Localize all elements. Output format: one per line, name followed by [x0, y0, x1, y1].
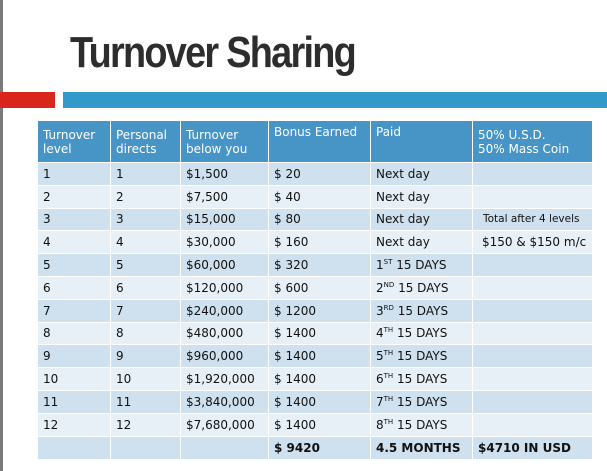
cell-split: $150 & $150 m/c: [473, 231, 593, 254]
cell-level: 9: [38, 345, 111, 368]
paid-ordinal-suffix: TH: [383, 394, 394, 403]
cell-bonus: $ 1400: [269, 413, 371, 436]
cell-paid: [371, 413, 473, 436]
paid-ordinal-suffix: ND: [383, 280, 395, 289]
cell-directs: 4: [111, 231, 181, 254]
paid-ordinal-number: 4: [376, 326, 384, 341]
cell-level: 5: [38, 254, 111, 277]
cell-paid: Next day: [371, 231, 473, 254]
cell-turnover: $1,500: [181, 163, 269, 186]
header-paid: Paid: [371, 121, 473, 163]
table-row: [38, 299, 593, 322]
cell-directs: 2: [111, 185, 181, 208]
cell-level: 10: [38, 368, 111, 391]
total-paid: 4.5 MONTHS: [371, 436, 473, 459]
cell-bonus: $ 600: [269, 276, 371, 299]
cell-turnover: $240,000: [181, 299, 269, 322]
cell-turnover: $60,000: [181, 254, 269, 277]
table-row: [38, 276, 593, 299]
cell-level: 6: [38, 276, 111, 299]
cell-paid: Next day: [371, 208, 473, 231]
paid-period: 15 DAYS: [393, 394, 448, 409]
table-row: [38, 368, 593, 391]
cell-paid: [371, 322, 473, 345]
cell-directs: 9: [111, 345, 181, 368]
paid-ordinal-number: 8: [376, 417, 384, 432]
turnover-table: [37, 120, 593, 460]
cell-split: Total after 4 levels: [473, 208, 593, 231]
slide-left-edge: [0, 0, 3, 471]
cell-split: [473, 299, 593, 322]
header-currency-split: 50% U.S.D. 50% Mass Coin: [473, 121, 593, 163]
cell-directs: 7: [111, 299, 181, 322]
paid-ordinal-number: 5: [376, 349, 384, 364]
cell-split: [473, 322, 593, 345]
table-row: [38, 322, 593, 345]
cell-bonus: $ 320: [269, 254, 371, 277]
table-row: [38, 254, 593, 277]
cell-directs: 10: [111, 368, 181, 391]
cell-turnover: $120,000: [181, 276, 269, 299]
cell-bonus: $ 1400: [269, 368, 371, 391]
header-bonus-earned: Bonus Earned: [269, 121, 371, 163]
cell-split: [473, 413, 593, 436]
totals-empty-3: [181, 436, 269, 459]
header-personal-directs: Personal directs: [111, 121, 181, 163]
cell-paid: [371, 345, 473, 368]
paid-ordinal-suffix: ST: [383, 258, 393, 267]
cell-directs: 3: [111, 208, 181, 231]
cell-turnover: $480,000: [181, 322, 269, 345]
cell-directs: 5: [111, 254, 181, 277]
cell-turnover: $30,000: [181, 231, 269, 254]
cell-bonus: $ 1200: [269, 299, 371, 322]
cell-paid: [371, 368, 473, 391]
cell-level: 11: [38, 390, 111, 413]
paid-ordinal-number: 7: [376, 394, 384, 409]
cell-turnover: $7,680,000: [181, 413, 269, 436]
total-split: $4710 IN USD: [473, 436, 593, 459]
cell-paid: [371, 254, 473, 277]
cell-turnover: $7,500: [181, 185, 269, 208]
paid-period: 15 DAYS: [392, 258, 447, 273]
cell-turnover: $960,000: [181, 345, 269, 368]
cell-level: 2: [38, 185, 111, 208]
table-row: [38, 208, 593, 231]
cell-level: 12: [38, 413, 111, 436]
cell-bonus: $ 80: [269, 208, 371, 231]
cell-bonus: $ 40: [269, 185, 371, 208]
table-header-row: [38, 121, 593, 163]
cell-level: 3: [38, 208, 111, 231]
table-row: [38, 231, 593, 254]
cell-bonus: $ 1400: [269, 390, 371, 413]
paid-ordinal-number: 3: [376, 303, 384, 318]
header-turnover-below: Turnover below you: [181, 121, 269, 163]
cell-directs: 1: [111, 163, 181, 186]
cell-directs: 6: [111, 276, 181, 299]
totals-empty-1: [38, 436, 111, 459]
totals-row: [38, 436, 593, 459]
header-turnover-level: Turnover level: [38, 121, 111, 163]
cell-bonus: $ 20: [269, 163, 371, 186]
paid-period: 15 DAYS: [393, 372, 448, 387]
cell-split: [473, 345, 593, 368]
paid-period: 15 DAYS: [393, 417, 448, 432]
cell-paid: [371, 390, 473, 413]
paid-ordinal-suffix: TH: [383, 372, 394, 381]
cell-level: 7: [38, 299, 111, 322]
totals-empty-2: [111, 436, 181, 459]
cell-split: [473, 368, 593, 391]
cell-paid: [371, 276, 473, 299]
accent-bar-red: [0, 92, 55, 108]
cell-level: 8: [38, 322, 111, 345]
paid-ordinal-number: 2: [376, 280, 384, 295]
cell-directs: 8: [111, 322, 181, 345]
table-row: [38, 185, 593, 208]
paid-ordinal-suffix: TH: [383, 326, 394, 335]
cell-split: [473, 163, 593, 186]
cell-turnover: $3,840,000: [181, 390, 269, 413]
cell-level: 4: [38, 231, 111, 254]
table-row: [38, 163, 593, 186]
cell-bonus: $ 160: [269, 231, 371, 254]
cell-directs: 11: [111, 390, 181, 413]
cell-turnover: $15,000: [181, 208, 269, 231]
cell-bonus: $ 1400: [269, 322, 371, 345]
paid-ordinal-number: 1: [376, 258, 384, 273]
paid-period: 15 DAYS: [393, 326, 448, 341]
paid-ordinal-suffix: RD: [383, 303, 394, 312]
cell-paid: Next day: [371, 185, 473, 208]
total-bonus: $ 9420: [269, 436, 371, 459]
cell-level: 1: [38, 163, 111, 186]
cell-split: [473, 254, 593, 277]
paid-period: 15 DAYS: [394, 280, 449, 295]
paid-ordinal-suffix: TH: [383, 349, 394, 358]
paid-ordinal-number: 6: [376, 372, 384, 387]
table-row: [38, 413, 593, 436]
slide-title: Turnover Sharing: [70, 28, 356, 77]
cell-split: [473, 276, 593, 299]
cell-bonus: $ 1400: [269, 345, 371, 368]
paid-ordinal-suffix: TH: [383, 417, 394, 426]
accent-bar-blue: [63, 92, 607, 108]
cell-paid: [371, 299, 473, 322]
cell-directs: 12: [111, 413, 181, 436]
table-row: [38, 390, 593, 413]
paid-period: 15 DAYS: [393, 303, 449, 318]
cell-split: [473, 390, 593, 413]
paid-period: 15 DAYS: [393, 349, 448, 364]
cell-paid: Next day: [371, 163, 473, 186]
cell-turnover: $1,920,000: [181, 368, 269, 391]
cell-split: [473, 185, 593, 208]
table-row: [38, 345, 593, 368]
